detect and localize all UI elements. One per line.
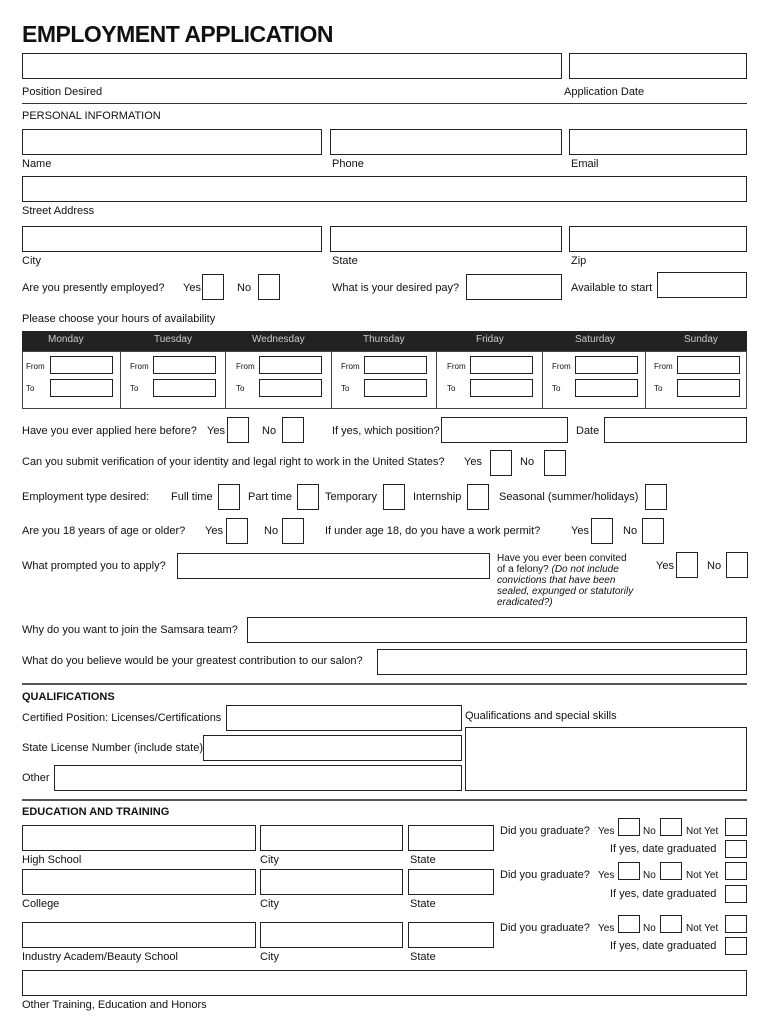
- available-start-input[interactable]: [657, 272, 747, 298]
- graduate-question: Did you graduate?: [500, 825, 590, 837]
- graduate-not-yet-label: Not Yet: [686, 923, 719, 934]
- felony-line-4: sealed, expunged or statutorily: [497, 586, 634, 597]
- graduate-not-yet-label: Not Yet: [686, 870, 719, 881]
- certified-label: Certified Position: Licenses/Certifications: [22, 712, 222, 724]
- grid-divider: [225, 351, 226, 409]
- age-no-label: No: [264, 525, 279, 537]
- academy-date-graduated-input[interactable]: [725, 937, 747, 955]
- name-input[interactable]: [22, 129, 322, 155]
- special-skills-textarea[interactable]: [465, 727, 747, 791]
- name-label: Name: [22, 158, 52, 170]
- work-permit-question: If under age 18, do you have a work permit?: [325, 525, 541, 537]
- contribution-question: What do you believe would be your greatest contribution to our salon?: [22, 655, 363, 667]
- hs-date-graduated-input[interactable]: [725, 840, 747, 858]
- day-tuesday: Tuesday: [154, 334, 192, 345]
- graduate-not-yet-label: Not Yet: [686, 826, 719, 837]
- internship-label: Internship: [413, 491, 462, 503]
- employed-question: Are you presently employed?: [22, 282, 165, 294]
- from-label: From: [236, 362, 255, 371]
- graduate-no-label: No: [643, 826, 656, 837]
- verification-yes-label: Yes: [464, 456, 482, 468]
- part-time-checkbox[interactable]: [297, 484, 319, 510]
- college-state-input[interactable]: [408, 869, 494, 895]
- college-label: College: [22, 898, 60, 910]
- high-school-state-input[interactable]: [408, 825, 494, 851]
- qualifications-heading: QUALIFICATIONS: [22, 691, 115, 703]
- applied-yes-checkbox[interactable]: [227, 417, 249, 443]
- day-monday: Monday: [48, 334, 84, 345]
- prompted-input[interactable]: [177, 553, 490, 579]
- graduate-yes-label: Yes: [598, 923, 615, 934]
- position-desired-label: Position Desired: [22, 86, 103, 98]
- day-wednesday: Wednesday: [252, 334, 305, 345]
- which-position-label: If yes, which position?: [332, 425, 440, 437]
- day-friday: Friday: [476, 334, 504, 345]
- permit-yes-label: Yes: [571, 525, 589, 537]
- application-date-label: Application Date: [564, 86, 645, 98]
- state-label: State: [410, 854, 436, 866]
- other-training-input[interactable]: [22, 970, 747, 996]
- age-no-checkbox[interactable]: [282, 518, 304, 544]
- hs-graduate-not-yet-checkbox[interactable]: [725, 818, 747, 836]
- verification-question: Can you submit verification of your identity and legal right to work in the United States?: [22, 456, 445, 468]
- phone-label: Phone: [332, 158, 364, 170]
- employed-no-label: No: [237, 282, 252, 294]
- monday-from-input[interactable]: [50, 356, 113, 374]
- college-graduate-no-checkbox[interactable]: [660, 862, 682, 880]
- college-city-input[interactable]: [260, 869, 403, 895]
- to-label: To: [552, 384, 561, 393]
- part-time-label: Part time: [248, 491, 293, 503]
- seasonal-checkbox[interactable]: [645, 484, 667, 510]
- city-label: City: [260, 898, 279, 910]
- felony-yes-checkbox[interactable]: [676, 552, 698, 578]
- applied-before-question: Have you ever applied here before?: [22, 425, 197, 437]
- to-label: To: [447, 384, 456, 393]
- hs-graduate-no-checkbox[interactable]: [660, 818, 682, 836]
- education-heading: EDUCATION AND TRAINING: [22, 806, 170, 818]
- grid-divider: [436, 351, 437, 409]
- college-graduate-not-yet-checkbox[interactable]: [725, 862, 747, 880]
- section-divider: [22, 683, 747, 685]
- college-date-graduated-input[interactable]: [725, 885, 747, 903]
- hs-graduate-yes-checkbox[interactable]: [618, 818, 640, 836]
- graduate-question: Did you graduate?: [500, 922, 590, 934]
- state-label: State: [332, 255, 358, 267]
- zip-label: Zip: [571, 255, 587, 267]
- state-input[interactable]: [330, 226, 562, 252]
- high-school-city-input[interactable]: [260, 825, 403, 851]
- available-start-label: Available to start: [571, 282, 653, 294]
- age-question: Are you 18 years of age or older?: [22, 525, 186, 537]
- to-label: To: [654, 384, 663, 393]
- to-label: To: [236, 384, 245, 393]
- email-input[interactable]: [569, 129, 747, 155]
- tuesday-from-input[interactable]: [153, 356, 216, 374]
- graduate-no-label: No: [643, 870, 656, 881]
- verification-no-label: No: [520, 456, 535, 468]
- applied-date-input[interactable]: [604, 417, 747, 443]
- verification-yes-checkbox[interactable]: [490, 450, 512, 476]
- employed-yes-label: Yes: [183, 282, 201, 294]
- from-label: From: [654, 362, 673, 371]
- high-school-input[interactable]: [22, 825, 256, 851]
- permit-no-checkbox[interactable]: [642, 518, 664, 544]
- date-graduated-label: If yes, date graduated: [610, 888, 717, 900]
- full-time-label: Full time: [171, 491, 213, 503]
- graduate-yes-label: Yes: [598, 870, 615, 881]
- section-divider: [22, 799, 747, 801]
- zip-input[interactable]: [569, 226, 747, 252]
- college-graduate-yes-checkbox[interactable]: [618, 862, 640, 880]
- date-label: Date: [576, 425, 600, 437]
- academy-label: Industry Academ/Beauty School: [22, 951, 178, 963]
- to-label: To: [26, 384, 35, 393]
- felony-no-checkbox[interactable]: [726, 552, 748, 578]
- from-label: From: [552, 362, 571, 371]
- street-address-input[interactable]: [22, 176, 747, 202]
- felony-question: [497, 553, 633, 608]
- monday-to-input[interactable]: [50, 379, 113, 397]
- age-yes-label: Yes: [205, 525, 223, 537]
- day-sunday: Sunday: [684, 334, 718, 345]
- thursday-to-input[interactable]: [364, 379, 427, 397]
- to-label: To: [130, 384, 139, 393]
- license-number-label: State License Number (include state): [22, 742, 203, 754]
- why-join-input[interactable]: [247, 617, 747, 643]
- academy-graduate-not-yet-checkbox[interactable]: [725, 915, 747, 933]
- city-label: City: [260, 854, 279, 866]
- city-input[interactable]: [22, 226, 322, 252]
- academy-state-input[interactable]: [408, 922, 494, 948]
- applied-yes-label: Yes: [207, 425, 225, 437]
- wednesday-from-input[interactable]: [259, 356, 322, 374]
- temporary-checkbox[interactable]: [383, 484, 405, 510]
- sunday-from-input[interactable]: [677, 356, 740, 374]
- which-position-input[interactable]: [441, 417, 568, 443]
- tuesday-to-input[interactable]: [153, 379, 216, 397]
- street-address-label: Street Address: [22, 205, 95, 217]
- employment-type-label: Employment type desired:: [22, 491, 150, 503]
- applied-no-checkbox[interactable]: [282, 417, 304, 443]
- desired-pay-input[interactable]: [466, 274, 562, 300]
- page-title: EMPLOYMENT APPLICATION: [22, 21, 333, 47]
- felony-line-3: convictions that have been: [497, 575, 616, 586]
- other-label: Other: [22, 772, 50, 784]
- academy-city-input[interactable]: [260, 922, 403, 948]
- temporary-label: Temporary: [325, 491, 377, 503]
- grid-divider: [542, 351, 543, 409]
- from-label: From: [26, 362, 45, 371]
- from-label: From: [341, 362, 360, 371]
- grid-divider: [645, 351, 646, 409]
- wednesday-to-input[interactable]: [259, 379, 322, 397]
- grid-divider: [331, 351, 332, 409]
- date-graduated-label: If yes, date graduated: [610, 843, 717, 855]
- felony-line-2: [497, 564, 633, 575]
- state-label: State: [410, 898, 436, 910]
- saturday-from-input[interactable]: [575, 356, 638, 374]
- state-label: State: [410, 951, 436, 963]
- from-label: From: [130, 362, 149, 371]
- from-label: From: [447, 362, 466, 371]
- friday-to-input[interactable]: [470, 379, 533, 397]
- permit-yes-checkbox[interactable]: [591, 518, 613, 544]
- application-date-input[interactable]: [569, 53, 747, 79]
- friday-from-input[interactable]: [470, 356, 533, 374]
- high-school-label: High School: [22, 854, 82, 866]
- other-qualifications-input[interactable]: [54, 765, 462, 791]
- city-label: City: [22, 255, 41, 267]
- contribution-input[interactable]: [377, 649, 747, 675]
- felony-line-2-italic: (Do not include: [551, 564, 619, 575]
- prompted-question: What prompted you to apply?: [22, 560, 166, 572]
- why-join-question: Why do you want to join the Samsara team?: [22, 624, 238, 636]
- graduate-yes-label: Yes: [598, 826, 615, 837]
- to-label: To: [341, 384, 350, 393]
- day-saturday: Saturday: [575, 334, 616, 345]
- desired-pay-label: What is your desired pay?: [332, 282, 460, 294]
- license-number-input[interactable]: [203, 735, 462, 761]
- age-yes-checkbox[interactable]: [226, 518, 248, 544]
- grid-divider: [120, 351, 121, 409]
- divider: [22, 103, 747, 104]
- certified-input[interactable]: [226, 705, 462, 731]
- saturday-to-input[interactable]: [575, 379, 638, 397]
- felony-yes-label: Yes: [656, 560, 674, 572]
- internship-checkbox[interactable]: [467, 484, 489, 510]
- academy-graduate-yes-checkbox[interactable]: [618, 915, 640, 933]
- applied-no-label: No: [262, 425, 277, 437]
- graduate-no-label: No: [643, 923, 656, 934]
- felony-no-label: No: [707, 560, 722, 572]
- college-input[interactable]: [22, 869, 256, 895]
- employed-no-checkbox[interactable]: [258, 274, 280, 300]
- felony-line-5: eradicated?): [497, 597, 553, 608]
- availability-heading: Please choose your hours of availability: [22, 313, 216, 325]
- special-skills-label: Qualifications and special skills: [465, 710, 617, 722]
- felony-line-2-text: of a felony?: [497, 564, 549, 575]
- position-desired-input[interactable]: [22, 53, 562, 79]
- academy-input[interactable]: [22, 922, 256, 948]
- employed-yes-checkbox[interactable]: [202, 274, 224, 300]
- graduate-question: Did you graduate?: [500, 869, 590, 881]
- sunday-to-input[interactable]: [677, 379, 740, 397]
- verification-no-checkbox[interactable]: [544, 450, 566, 476]
- permit-no-label: No: [623, 525, 638, 537]
- email-label: Email: [571, 158, 599, 170]
- felony-line-1: Have you ever been convited: [497, 553, 627, 564]
- thursday-from-input[interactable]: [364, 356, 427, 374]
- full-time-checkbox[interactable]: [218, 484, 240, 510]
- city-label: City: [260, 951, 279, 963]
- academy-graduate-no-checkbox[interactable]: [660, 915, 682, 933]
- seasonal-label: Seasonal (summer/holidays): [499, 491, 639, 503]
- day-thursday: Thursday: [363, 334, 405, 345]
- personal-info-heading: PERSONAL INFORMATION: [22, 110, 161, 122]
- date-graduated-label: If yes, date graduated: [610, 940, 717, 952]
- other-training-label: Other Training, Education and Honors: [22, 999, 207, 1011]
- phone-input[interactable]: [330, 129, 562, 155]
